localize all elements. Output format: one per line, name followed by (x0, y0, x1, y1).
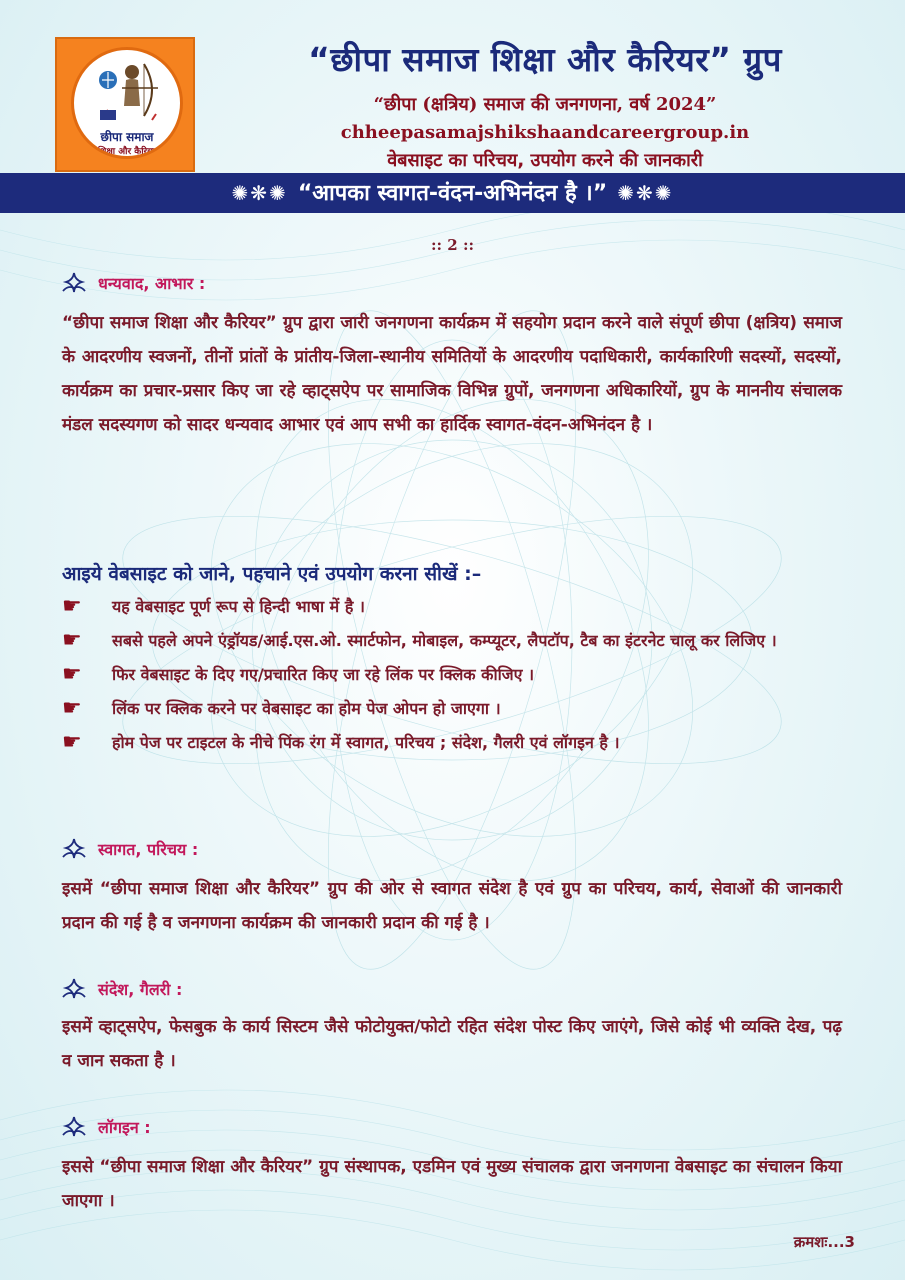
welcome-banner (0, 173, 905, 213)
message-paragraph: इसमें व्हाट्सऐप, फेसबुक के कार्य सिस्टम जैसे फोटोयुक्त/फोटो रहित संदेश पोस्ट किए जाएंगे, जिसे कोई भी व्यक्ति देख, पढ़ व जान सकता है । (62, 1017, 842, 1071)
section-heading-message (62, 978, 182, 1000)
thanks-paragraph: “छीपा समाज शिक्षा और कैरियर” ग्रुप द्वारा जारी जनगणना कार्यक्रम में सहयोग प्रदान करने वाले संपूर्ण छीपा (क्षत्रिय) समाज के आदरणीय स्वजनों, तीनों प्रांतों के प्रांतीय-जिला-स्थानीय समितियों के आदरणीय पदाधिकारी, कार्यकारिणी सदस्यों, सदस्यों, कार्यक्रम का प्रचार-प्रसार किए जा रहे व्हाट्सऐप पर सामाजिक विभिन्न ग्रुपों, जनगणना अधिकारियों, ग्रुप के माननीय संचालक मंडल सदस्यगण को सादर धन्यवाद आभार एवं आप सभी का हार्दिक स्वागत-वंदन-अभिनंदन है । (62, 313, 842, 435)
website-intro-heading: आइये वेबसाइट को जाने, पहचाने एवं उपयोग करना सीखें :– (62, 563, 482, 585)
archer-emblem-icon (96, 58, 160, 126)
list-item (62, 592, 852, 622)
list-item-text: यह वेबसाइट पूर्ण रूप से हिन्दी भाषा में है । (112, 597, 365, 616)
logo-name-line2: शिक्षा और कैरियर (97, 147, 157, 157)
section-heading-message-text: संदेश, गैलरी : (98, 980, 183, 999)
section-heading-login (62, 1116, 151, 1138)
pointing-hand-icon: ☛ (62, 594, 82, 619)
header-tagline: वेबसाइट का परिचय, उपयोग करने की जानकारी (387, 150, 703, 171)
banner-content (0, 173, 905, 213)
page-number: :: 2 :: (430, 236, 475, 254)
section-heading-thanks-text: धन्यवाद, आभार : (98, 274, 206, 293)
welcome-paragraph: इसमें “छीपा समाज शिक्षा और कैरियर” ग्रुप की ओर से स्वागत संदेश है एवं ग्रुप का परिचय, कार्य, सेवाओं की जानकारी प्रदान की गई है व जनगणना कार्यक्रम की जानकारी प्रदान की गई है । (62, 879, 842, 933)
list-item-text: सबसे पहले अपने एंड्रॉयड/आई.एस.ओ. स्मार्टफोन, मोबाइल, कम्प्यूटर, लैपटॉप, टैब का इंटरनेट चालू कर लिजिए । (112, 631, 777, 650)
section-heading-welcome-text: स्वागत, परिचय : (98, 840, 199, 859)
section-heading-welcome (62, 838, 198, 860)
logo-name-line3: ग्रुप (123, 155, 131, 159)
ornament-left-icon: ✺❋✺ (231, 181, 288, 205)
pointing-hand-icon: ☛ (62, 696, 82, 721)
list-item-text: फिर वेबसाइट के दिए गए/प्रचारित किए जा रहे लिंक पर क्लिक कीजिए । (112, 665, 535, 684)
census-subtitle: “छीपा (क्षत्रिय) समाज की जनगणना, वर्ष 2024” (373, 94, 717, 115)
sparkle-star-icon (62, 978, 86, 1000)
section-heading-login-text: लॉगइन : (98, 1118, 151, 1137)
pointing-hand-icon: ☛ (62, 730, 82, 755)
logo-emblem (71, 47, 183, 159)
pointing-hand-icon: ☛ (62, 628, 82, 653)
website-intro-list (62, 592, 852, 762)
group-logo (55, 37, 195, 172)
logo-name-line1: छीपा समाज (100, 130, 154, 144)
ornament-right-icon: ✺❋✺ (617, 181, 674, 205)
list-item (62, 694, 852, 724)
sparkle-star-icon (62, 838, 86, 860)
list-item (62, 626, 852, 656)
list-item-text: होम पेज पर टाइटल के नीचे पिंक रंग में स्वागत, परिचय ; संदेश, गैलरी एवं लॉगइन है । (112, 733, 620, 752)
continued-marker: क्रमशः...3 (793, 1233, 855, 1251)
page-title: “छीपा समाज शिक्षा और कैरियर” ग्रुप (308, 40, 782, 79)
website-url[interactable]: chheepasamajshikshaandcareergroup.in (340, 122, 750, 143)
sparkle-star-icon (62, 1116, 86, 1138)
list-item-text: लिंक पर क्लिक करने पर वेबसाइट का होम पेज ओपन हो जाएगा । (112, 699, 501, 718)
section-heading-thanks (62, 272, 205, 294)
sparkle-star-icon (62, 272, 86, 294)
list-item (62, 728, 852, 758)
list-item (62, 660, 852, 690)
banner-text: “आपका स्वागत-वंदन-अभिनंदन है ।” (297, 181, 608, 206)
pointing-hand-icon: ☛ (62, 662, 82, 687)
login-paragraph: इससे “छीपा समाज शिक्षा और कैरियर” ग्रुप संस्थापक, एडमिन एवं मुख्य संचालक द्वारा जनगणना वेबसाइट का संचालन किया जाएगा । (62, 1157, 842, 1211)
